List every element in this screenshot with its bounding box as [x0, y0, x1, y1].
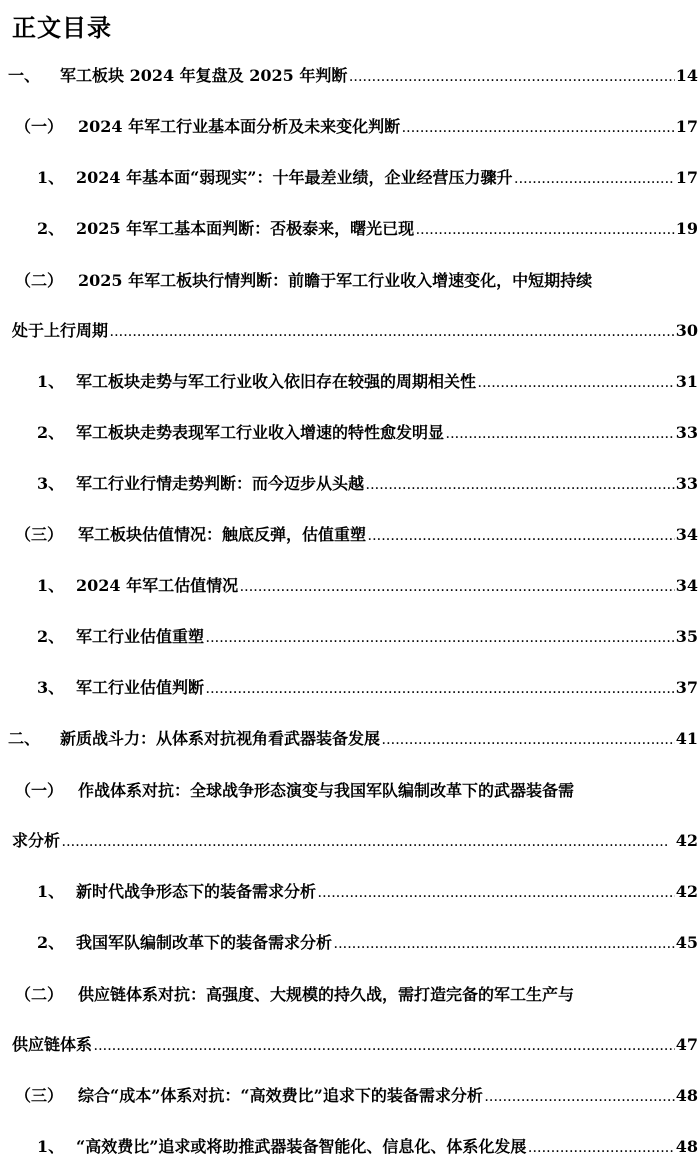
toc-entry-first-line[interactable]	[0, 764, 700, 815]
leader-dots	[110, 321, 675, 341]
toc-entry-label: 军工板块走势表现军工行业收入增速的特性愈发明显	[76, 422, 445, 442]
toc-entry-page: 41	[675, 728, 698, 748]
leader-dots	[318, 882, 675, 902]
toc-entry[interactable]	[0, 866, 700, 917]
toc-entry[interactable]	[0, 50, 700, 101]
leader-dots	[240, 576, 675, 596]
toc-entry-number: 1、	[37, 1136, 65, 1156]
toc-entry-label-line2: 处于上行周期	[12, 320, 109, 340]
toc-entry-label: 2025 年军工基本面判断：否极泰来，曙光已现	[76, 218, 415, 238]
toc-entry-page: 42	[675, 881, 698, 901]
toc-entry-label-line1: 作战体系对抗：全球战争形态演变与我国军队编制改革下的武器装备需	[78, 781, 575, 800]
toc-entry-number: 3、	[37, 473, 65, 493]
toc-entry-label-line2: 供应链体系	[12, 1034, 93, 1054]
toc-entry-page: 45	[675, 932, 698, 952]
leader-dots	[349, 66, 674, 86]
toc-entry-page: 35	[675, 626, 698, 646]
toc-entry-page: 17	[675, 167, 698, 187]
toc-entry-label: 新时代战争形态下的装备需求分析	[76, 881, 317, 901]
toc-entry-page: 37	[675, 677, 698, 697]
toc-entry-label: 军工行业估值判断	[76, 677, 205, 697]
toc-entry-label: 军工行业行情走势判断：而今迈步从头越	[76, 473, 365, 493]
toc-entry-page: 48	[675, 1085, 698, 1105]
toc-entry-number: 1、	[37, 575, 65, 595]
toc-entry-page: 47	[675, 1034, 698, 1054]
toc-entry-label: 军工板块走势与军工行业收入依旧存在较强的周期相关性	[76, 371, 477, 391]
leader-dots	[485, 1086, 675, 1106]
toc-entry-number: （一）	[15, 781, 64, 800]
toc-entry[interactable]	[0, 356, 700, 407]
leader-dots	[382, 729, 675, 749]
toc-entry-label: 我国军队编制改革下的装备需求分析	[76, 932, 333, 952]
toc-entry-number: 一、	[8, 65, 41, 85]
toc-entry-number: （一）	[15, 116, 64, 136]
toc-entry-number: （二）	[15, 271, 64, 290]
toc-entry-label: 军工板块估值情况：触底反弹，估值重塑	[78, 524, 367, 544]
toc-entry-number: （三）	[15, 1085, 64, 1105]
page-title: 正文目录	[12, 13, 112, 42]
leader-dots	[478, 372, 675, 392]
toc-entry-number: （二）	[15, 985, 64, 1004]
toc-entry-number: 2、	[37, 626, 65, 646]
leader-dots	[368, 525, 675, 545]
leader-dots	[402, 117, 675, 137]
leader-dots	[62, 831, 675, 851]
leader-dots	[94, 1035, 675, 1055]
toc-entry-number: 1、	[37, 167, 65, 187]
toc-entry[interactable]	[0, 101, 700, 152]
toc-entry-label: 综合“成本”体系对抗：“高效费比”追求下的装备需求分析	[78, 1085, 483, 1105]
toc-entry-label: 2024 年军工行业基本面分析及未来变化判断	[78, 116, 401, 136]
leader-dots	[528, 1137, 674, 1157]
toc-entry-label: “高效费比”追求或将助推武器装备智能化、信息化、体系化发展	[76, 1136, 527, 1156]
toc-entry[interactable]	[0, 560, 700, 611]
toc-entry[interactable]	[0, 713, 700, 764]
toc-entry[interactable]	[0, 662, 700, 713]
toc-entry-first-line[interactable]	[0, 968, 700, 1019]
toc-entry-second-line[interactable]	[0, 815, 700, 866]
leader-dots	[416, 219, 675, 239]
toc-entry-page: 19	[675, 218, 698, 238]
toc-entry-page: 30	[675, 320, 698, 340]
toc-entry-label-line2: 求分析	[12, 830, 61, 850]
toc-entry[interactable]	[0, 203, 700, 254]
toc-entry-page: 34	[675, 575, 698, 595]
toc-entry-number: 二、	[8, 728, 41, 748]
leader-dots	[515, 168, 675, 188]
toc-entry[interactable]	[0, 458, 700, 509]
toc-entry-page: 33	[675, 422, 698, 442]
toc-entry-number: 2、	[37, 422, 65, 442]
toc-entry[interactable]	[0, 1070, 700, 1121]
toc-entry-page: 31	[675, 371, 698, 391]
toc-entry-label: 新质战斗力：从体系对抗视角看武器装备发展	[60, 728, 381, 748]
toc-entry-number: 1、	[37, 881, 65, 901]
toc-entry-page: 48	[675, 1136, 698, 1156]
leader-dots	[366, 474, 675, 494]
leader-dots	[334, 933, 675, 953]
leader-dots	[206, 678, 675, 698]
toc-entry-label: 2024 年军工估值情况	[76, 575, 239, 595]
toc-entry-page: 14	[675, 65, 698, 85]
toc-entry-number: （三）	[15, 524, 64, 544]
toc-entry-page: 17	[675, 116, 698, 136]
toc-entry-number: 2、	[37, 932, 65, 952]
toc-entry-page: 42	[675, 830, 698, 850]
toc-entry[interactable]	[0, 611, 700, 662]
toc-entry-label-line1: 供应链体系对抗：高强度、大规模的持久战，需打造完备的军工生产与	[78, 985, 575, 1004]
toc-entry-second-line[interactable]	[0, 305, 700, 356]
table-of-contents	[0, 50, 700, 1172]
toc-entry-first-line[interactable]	[0, 254, 700, 305]
toc-entry-number: 2、	[37, 218, 65, 238]
toc-entry-label: 2024 年基本面“弱现实”：十年最差业绩，企业经营压力骤升	[76, 167, 513, 187]
toc-entry-second-line[interactable]	[0, 1019, 700, 1070]
toc-entry[interactable]	[0, 1121, 700, 1172]
toc-entry-number: 1、	[37, 371, 65, 391]
toc-entry-number: 3、	[37, 677, 65, 697]
toc-entry[interactable]	[0, 509, 700, 560]
toc-entry[interactable]	[0, 152, 700, 203]
leader-dots	[206, 627, 675, 647]
toc-entry[interactable]	[0, 917, 700, 968]
toc-entry-label-line1: 2025 年军工板块行情判断：前瞻于军工行业收入增速变化，中短期持续	[78, 271, 593, 290]
toc-entry-page: 33	[675, 473, 698, 493]
toc-entry[interactable]	[0, 407, 700, 458]
toc-entry-label: 军工板块 2024 年复盘及 2025 年判断	[60, 65, 348, 85]
toc-entry-page: 34	[675, 524, 698, 544]
toc-entry-label: 军工行业估值重塑	[76, 626, 205, 646]
leader-dots	[446, 423, 675, 443]
